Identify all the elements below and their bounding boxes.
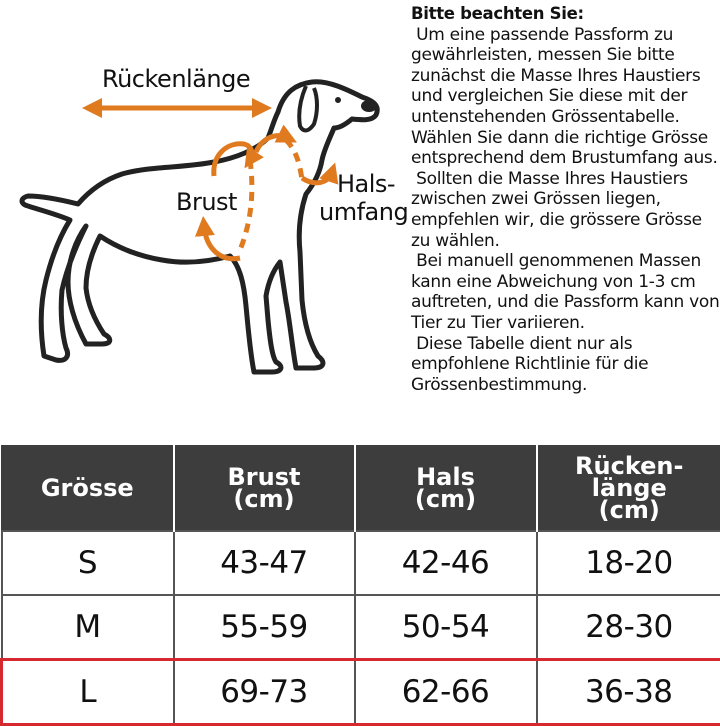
neck-label-line1: Hals- [337, 172, 395, 196]
size-cell: L [2, 660, 174, 725]
size-cell: S [2, 531, 174, 595]
header-neck: Hals (cm) [355, 446, 537, 532]
size-table [0, 445, 720, 726]
table-row [2, 531, 720, 595]
notes-paragraph: Bei manuell genommenen Massen kann eine Abweichung von 1-3 cm auftreten, und die Passform kann von Tier zu Tier variieren. [411, 251, 720, 333]
neck-cell: 42-46 [355, 531, 537, 595]
dog-measurement-illustration [0, 0, 410, 440]
neck-label-line2: umfang [319, 200, 408, 224]
table-header-row [2, 446, 720, 532]
chest-label: Brust [176, 190, 237, 214]
back-length-cell: 36-38 [537, 660, 720, 725]
back-length-cell: 28-30 [537, 595, 720, 660]
back-length-label: Rückenlänge [102, 67, 250, 91]
neck-cell: 50-54 [355, 595, 537, 660]
chest-cell: 43-47 [174, 531, 355, 595]
chest-cell: 55-59 [174, 595, 355, 660]
notes-paragraph: Um eine passende Passform zu gewährleisten, messen Sie bitte zunächst die Masse Ihres Haustiers und vergleichen Sie diese mit der untenstehenden Grössentabelle. Wählen Sie dann die richtige Grösse entsprechend dem Brustumfang aus. [411, 25, 720, 169]
size-cell: M [2, 595, 174, 660]
notes-paragraph: Sollten die Masse Ihres Haustiers zwischen zwei Grössen liegen, empfehlen wir, die grössere Grösse zu wählen. [411, 169, 720, 251]
header-back-length: Rücken- länge (cm) [537, 446, 720, 532]
notes-paragraph: Diese Tabelle dient nur als empfohlene Richtlinie für die Grössenbestimmung. [411, 334, 720, 396]
header-size: Grösse [2, 446, 174, 532]
table-row-highlighted [2, 660, 720, 725]
neck-cell: 62-66 [355, 660, 537, 725]
header-chest: Brust (cm) [174, 446, 355, 532]
table-row [2, 595, 720, 660]
chest-cell: 69-73 [174, 660, 355, 725]
back-length-cell: 18-20 [537, 531, 720, 595]
notes-panel [411, 4, 720, 395]
notes-heading: Bitte beachten Sie: [411, 4, 720, 25]
